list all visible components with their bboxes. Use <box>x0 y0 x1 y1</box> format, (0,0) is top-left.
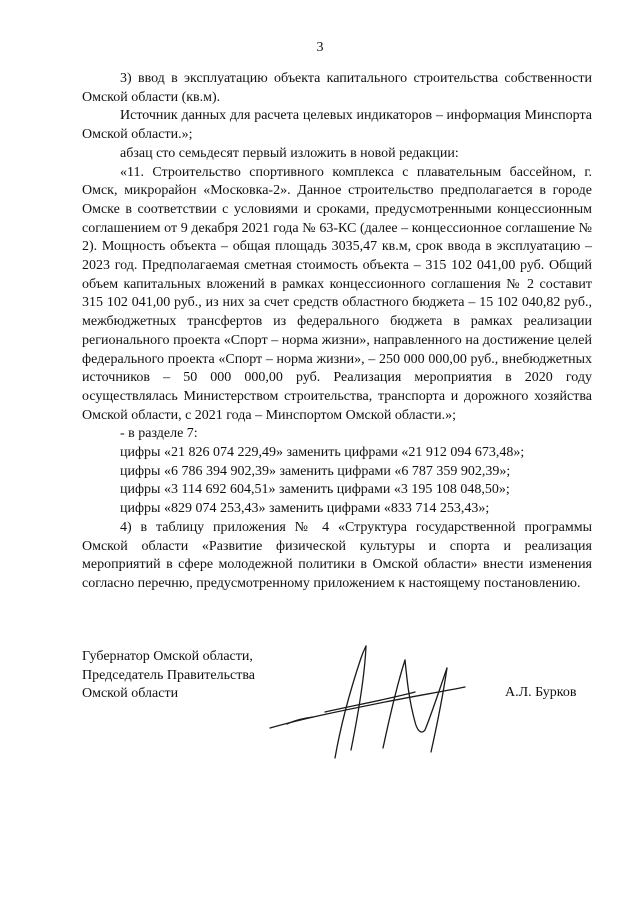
paragraph-item-4-table: 4) в таблицу приложения № 4 «Структура государственной программы Омской области «Развитие физической культуры и спорта и реализация мероприятий в сфере молодежной политики в Омской области» внести изменения согласно перечню, предусмотренному приложением к настоящему постановлению. <box>82 519 592 591</box>
signatory-title-line: Председатель Правительства <box>82 667 255 683</box>
paragraph-item-3-commissioning: 3) ввод в эксплуатацию объекта капитального строительства собственности Омской области (кв.м). <box>82 71 592 105</box>
page-number: 3 <box>316 40 324 55</box>
signatory-title <box>82 648 255 704</box>
document-body <box>82 70 592 594</box>
paragraph-amendment-intro: абзац сто семьдесят первый изложить в новой редакции: <box>120 145 459 161</box>
paragraph-figures-3: цифры «3 114 692 604,51» заменить цифрами «3 195 108 048,50»; <box>120 482 510 498</box>
handwritten-signature <box>265 640 495 770</box>
paragraph-data-source: Источник данных для расчета целевых индикаторов – информация Минспорта Омской области.»; <box>82 108 592 143</box>
paragraph-figures-2: цифры «6 786 394 902,39» заменить цифрами «6 787 359 902,39»; <box>120 463 511 479</box>
paragraph-figures-1: цифры «21 826 074 229,49» заменить цифрами «21 912 094 673,48»; <box>120 445 525 461</box>
paragraph-figures-4: цифры «829 074 253,43» заменить цифрами «833 714 253,43»; <box>120 501 490 517</box>
signatory-name: А.Л. Бурков <box>505 685 577 700</box>
paragraph-section-7: - в разделе 7: <box>120 426 198 442</box>
paragraph-sports-complex: «11. Строительство спортивного комплекса с плавательным бассейном, г. Омск, микрорайон «Московка-2». Данное строительство предполагается в городе Омске в соответствии с условиями и сроками, предусмотренными концессионным соглашением от 9 декабря 2021 года № 63-КС (далее – концессионное соглашение № 2). Мощность объекта – общая площадь 3035,47 кв.м, срок ввода в эксплуатацию – 2023 год. Предполагаемая сметная стоимость объекта – 315 102 041,00 руб. Общий объем капитальных вложений в рамках концессионного соглашения № 2 составит 315 102 041,00 руб., из них за счет средств областного бюджета – 15 102 040,82 руб., межбюджетных трансфертов из федерального бюджета в рамках реализации регионального проекта «Спорт – норма жизни», направленного на достижение целей федерального проекта «Спорт – норма жизни», – 250 000 000,00 руб., внебюджетных источников – 50 000 000,00 руб. Реализация мероприятия в 2020 году осуществлялась Министерством строительства, транспорта и дорожного хозяйства Омской области, с 2021 года – Минспортом Омской области.»; <box>82 164 592 423</box>
signatory-title-line: Губернатор Омской области, <box>82 649 253 664</box>
signatory-title-line: Омской области <box>82 686 179 702</box>
